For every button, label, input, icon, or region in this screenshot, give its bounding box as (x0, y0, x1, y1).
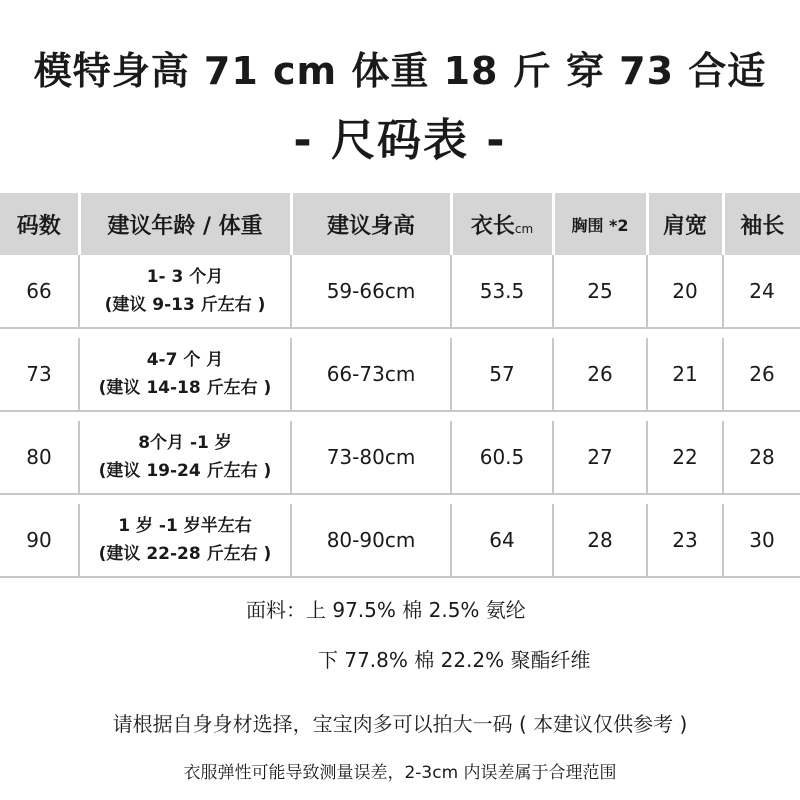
cell-chest: 28 (553, 504, 647, 577)
table-row (0, 504, 800, 577)
cell-shoulder: 22 (647, 421, 723, 494)
cell-sleeve: 30 (723, 504, 800, 577)
row-spacer (0, 494, 800, 504)
header-size: 码数 (0, 193, 79, 255)
cell-shoulder: 23 (647, 504, 723, 577)
cell-height: 73-80cm (291, 421, 451, 494)
measurement-tolerance-note: 衣服弹性可能导致测量误差，2-3cm 内误差属于合理范围 (183, 763, 617, 783)
table-header-row (0, 193, 800, 255)
cell-size: 66 (0, 255, 79, 328)
cell-size: 90 (0, 504, 79, 577)
header-length (451, 193, 553, 255)
fabric-top-note: 面料：上 97.5% 棉 2.5% 氨纶 (246, 598, 526, 622)
header-shoulder: 肩宽 (647, 193, 723, 255)
row-spacer (0, 328, 800, 338)
cell-sleeve: 26 (723, 338, 800, 411)
age-range: 4-7 个 月 (146, 350, 224, 370)
header-length-label: 衣长 (470, 213, 515, 239)
table-row (0, 255, 800, 328)
weight-range: (建议 19-24 斤左右 ) (98, 461, 272, 481)
cell-age (79, 421, 291, 494)
header-chest: 胸围 *2 (553, 193, 647, 255)
fabric-bottom-note: 下 77.8% 棉 22.2% 聚酯纤维 (318, 648, 591, 672)
cell-length: 57 (451, 338, 553, 411)
header-length-unit: cm (514, 221, 534, 236)
cell-age (79, 255, 291, 328)
cell-shoulder: 21 (647, 338, 723, 411)
cell-chest: 26 (553, 338, 647, 411)
size-chart-table (0, 193, 800, 578)
cell-length: 53.5 (451, 255, 553, 328)
cell-sleeve: 28 (723, 421, 800, 494)
cell-age (79, 504, 291, 577)
size-chart-heading: - 尺码表 - (293, 115, 507, 166)
cell-height: 59-66cm (291, 255, 451, 328)
age-range: 8个月 -1 岁 (138, 433, 232, 453)
cell-sleeve: 24 (723, 255, 800, 328)
table-row (0, 338, 800, 411)
table-row (0, 421, 800, 494)
row-spacer (0, 411, 800, 421)
cell-length: 60.5 (451, 421, 553, 494)
cell-height: 80-90cm (291, 504, 451, 577)
cell-height: 66-73cm (291, 338, 451, 411)
age-range: 1 岁 -1 岁半左右 (118, 516, 252, 536)
weight-range: (建议 14-18 斤左右 ) (98, 378, 272, 398)
cell-size: 80 (0, 421, 79, 494)
size-advice-note: 请根据自身身材选择，宝宝肉多可以拍大一码 ( 本建议仅供参考 ) (112, 712, 688, 736)
cell-chest: 27 (553, 421, 647, 494)
header-height: 建议身高 (291, 193, 451, 255)
weight-range: (建议 9-13 斤左右 ) (104, 295, 266, 315)
header-age: 建议年龄 / 体重 (79, 193, 291, 255)
weight-range: (建议 22-28 斤左右 ) (98, 544, 272, 564)
age-range: 1- 3 个月 (146, 267, 224, 287)
cell-chest: 25 (553, 255, 647, 328)
cell-size: 73 (0, 338, 79, 411)
cell-age (79, 338, 291, 411)
cell-length: 64 (451, 504, 553, 577)
model-info-title: 模特身高 71 cm 体重 18 斤 穿 73 合适 (33, 49, 767, 93)
header-sleeve: 袖长 (723, 193, 800, 255)
cell-shoulder: 20 (647, 255, 723, 328)
